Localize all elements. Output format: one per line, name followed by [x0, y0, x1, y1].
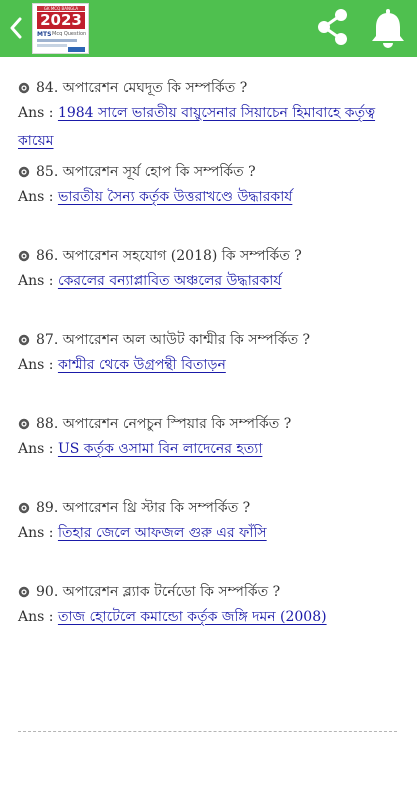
qa-item — [18, 77, 408, 155]
qa-item — [18, 245, 408, 295]
bullet-icon — [18, 418, 30, 430]
qa-item — [18, 413, 408, 463]
qa-item — [18, 581, 408, 631]
question-text: 86. অপারেশন সহযোগ (2018) কি সম্পর্কিত ? — [36, 248, 302, 264]
bullet-icon — [18, 250, 30, 262]
answer-text[interactable]: তাজ হোটেলে কমান্ডো কর্তৃক জঙ্গি দমন (2008) — [57, 609, 327, 625]
answer-text[interactable]: তিহার জেলে আফজল গুরু এর ফাঁসি — [57, 525, 267, 541]
answer-label: Ans : — [18, 525, 54, 541]
answer-row — [18, 519, 408, 547]
share-icon — [312, 6, 354, 48]
answer-text[interactable]: 1984 সালে ভারতীয় বায়ুসেনার সিয়াচেন হিমাবাহে কর্তৃত্ব কায়েম — [18, 105, 376, 149]
qa-item — [18, 497, 408, 547]
app-thumbnail[interactable] — [32, 3, 89, 54]
answer-text[interactable]: ভারতীয় সৈন্য কর্তৃক উত্তরাখণ্ডে উদ্ধারকার্য — [57, 189, 293, 205]
question-row — [18, 245, 408, 267]
answer-label: Ans : — [18, 357, 54, 373]
bell-icon — [368, 6, 408, 50]
answer-row — [18, 183, 408, 211]
question-row — [18, 329, 408, 351]
share-button[interactable] — [312, 6, 354, 48]
question-text: 84. অপারেশন মেঘদূত কি সম্পর্কিত ? — [36, 80, 248, 96]
bullet-icon — [18, 334, 30, 346]
thumbnail-brand: MTS — [37, 31, 52, 38]
question-row — [18, 581, 408, 603]
question-text: 90. অপারেশন ব্ল্যাক টর্নেডো কি সম্পর্কিত ? — [36, 584, 281, 600]
answer-label: Ans : — [18, 273, 54, 289]
answer-text[interactable]: কাশ্মীর থেকে উগ্রপন্থী বিতাড়ন — [57, 357, 226, 373]
thumbnail-line — [37, 39, 77, 42]
question-text: 89. অপারেশন থ্রি স্টার কি সম্পর্কিত ? — [36, 500, 251, 516]
back-button[interactable] — [6, 10, 26, 46]
question-text: 87. অপারেশন অল আউট কাশ্মীর কি সম্পর্কিত ? — [36, 332, 311, 348]
thumbnail-stamp — [68, 47, 85, 52]
answer-text[interactable]: কেরলের বন্যাপ্লাবিত অঞ্চলের উদ্ধারকার্য — [57, 273, 282, 289]
answer-row — [18, 267, 408, 295]
notification-button[interactable] — [368, 6, 408, 50]
divider — [18, 731, 397, 732]
thumbnail-tag: Mcq Question — [52, 31, 87, 37]
thumbnail-line — [37, 44, 67, 47]
answer-row — [18, 351, 408, 379]
question-row — [18, 161, 408, 183]
thumbnail-year: 2023 — [37, 12, 85, 29]
answer-label: Ans : — [18, 189, 54, 205]
thumbnail-banner: GK MCQ BANGLA — [37, 6, 85, 11]
qa-item — [18, 161, 408, 211]
answer-label: Ans : — [18, 105, 54, 121]
bullet-icon — [18, 166, 30, 178]
bullet-icon — [18, 502, 30, 514]
answer-label: Ans : — [18, 609, 54, 625]
bullet-icon — [18, 82, 30, 94]
answer-row — [18, 603, 408, 631]
question-row — [18, 497, 408, 519]
answer-text[interactable]: US কর্তৃক ওসামা বিন লাদেনের হত্যা — [57, 441, 263, 457]
question-text: 88. অপারেশন নেপচুন স্পিয়ার কি সম্পর্কিত ? — [36, 416, 292, 432]
bullet-icon — [18, 586, 30, 598]
question-text: 85. অপারেশন সূর্য হোপ কি সম্পর্কিত ? — [36, 164, 256, 180]
answer-row — [18, 435, 408, 463]
answer-row — [18, 99, 408, 155]
question-row — [18, 77, 408, 99]
answer-label: Ans : — [18, 441, 54, 457]
qa-item — [18, 329, 408, 379]
question-row — [18, 413, 408, 435]
chevron-left-icon — [9, 17, 23, 39]
app-bar — [0, 0, 417, 57]
